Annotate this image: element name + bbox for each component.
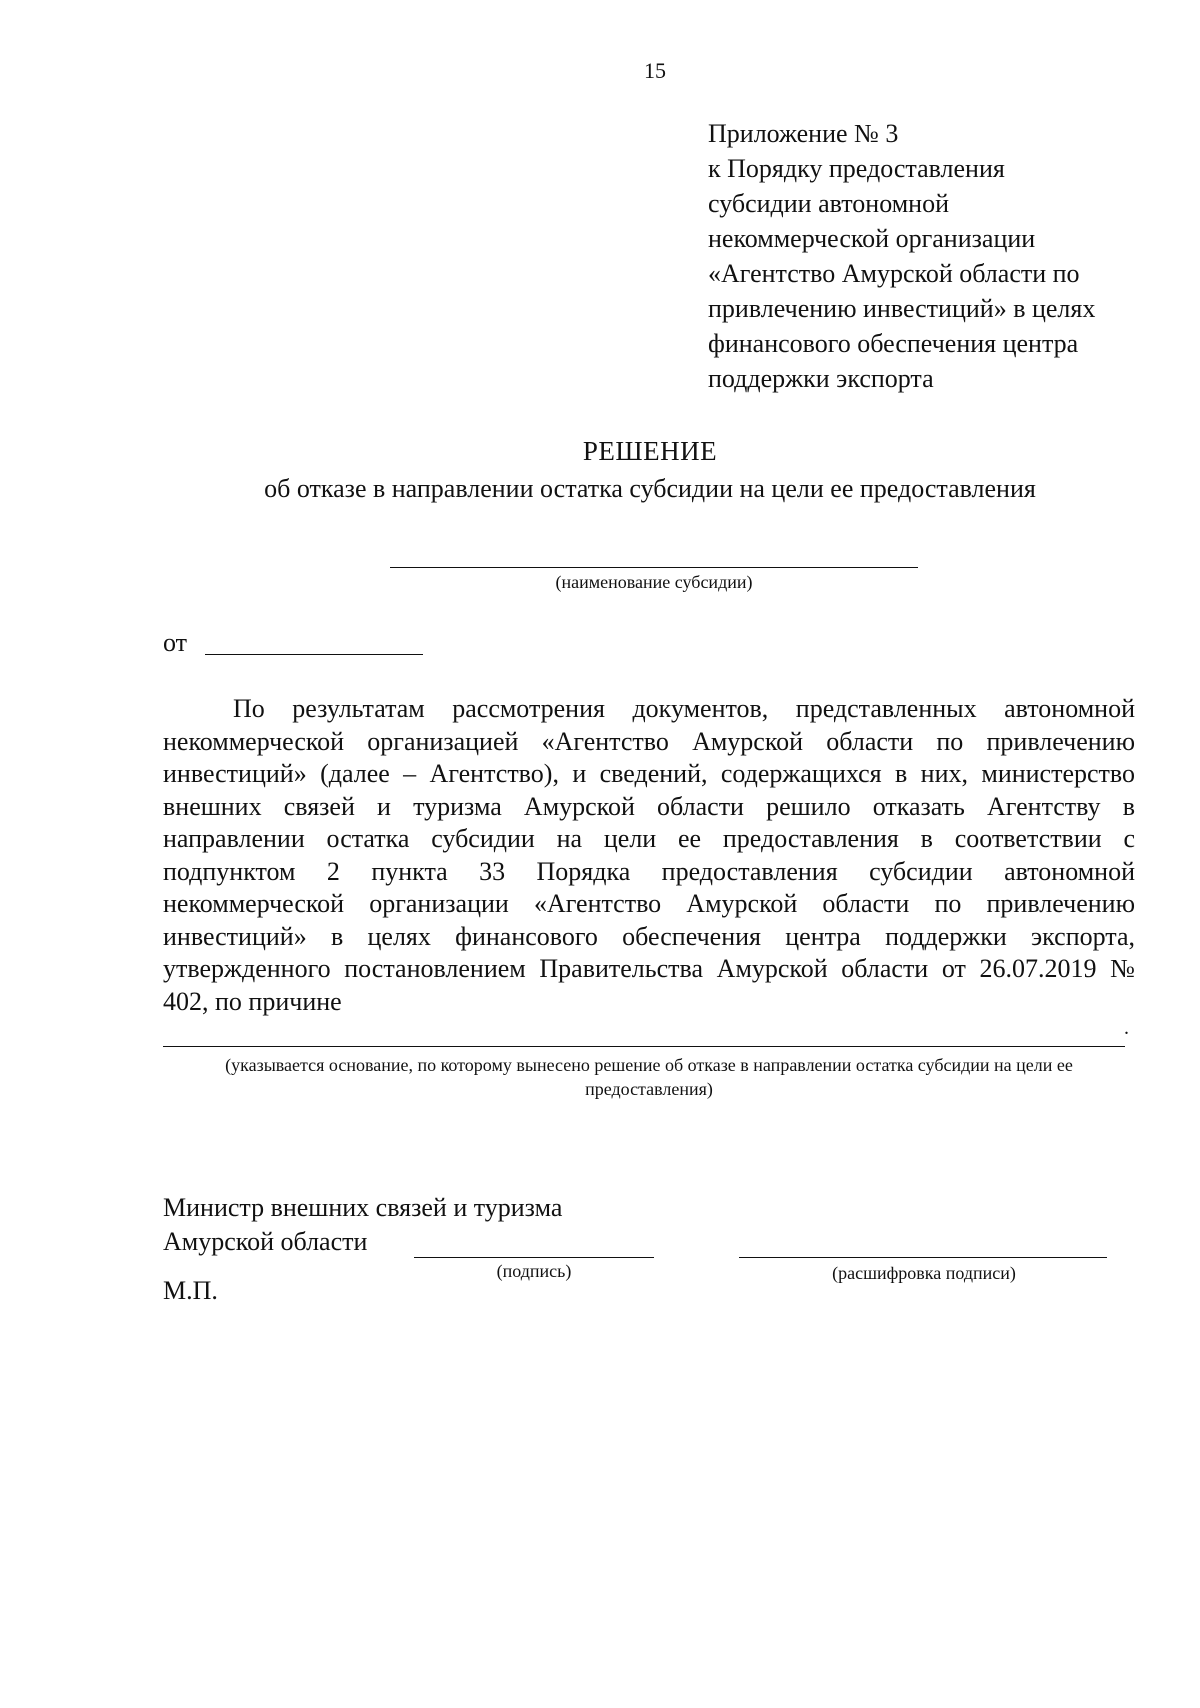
page-number: 15 [644,58,666,83]
signature-line [414,1257,654,1258]
subsidy-name-caption: (наименование субсидии) [555,572,753,592]
signature-decoding-caption: (расшифровка подписи) [832,1263,1016,1283]
reason-period: . [1124,1017,1129,1039]
signer-title-line: Амурской области [163,1227,368,1256]
appendix-header [708,116,1138,396]
date-line [205,654,423,655]
reason-caption: (указывается основание, по которому вынесено решение об отказе в направлении остатка субсидии на цели ее предоставления) [225,1055,1073,1099]
appendix-line: привлечению инвестиций» в целях [708,294,1096,323]
appendix-line: финансового обеспечения центра [708,329,1079,358]
appendix-line: к Порядку предоставления [708,154,1005,183]
reason-line [163,1046,1125,1047]
signature-decoding-line [739,1257,1107,1258]
document-title: РЕШЕНИЕ [582,436,718,466]
signer-title [163,1191,562,1259]
appendix-line: некоммерческой организации [708,224,1036,253]
stamp-place-label: М.П. [163,1276,218,1305]
appendix-line: «Агентство Амурской области по [708,259,1080,288]
document-subtitle: об отказе в направлении остатка субсидии на цели ее предоставления [264,474,1036,503]
appendix-line: Приложение № 3 [708,119,899,148]
appendix-line: субсидии автономной [708,189,949,218]
decision-body-text: По результатам рассмотрения документов, представленных автономной некоммерческой организацией «Агентство Амурской области по привлечению инвестиций» (далее – Агентство), и сведений, содержащихся в них, министерство внешних связей и туризма Амурской области решило отказать Агентству в направлении остатка субсидии на цели ее предоставления в соответствии с подпунктом 2 пункта 33 Порядка предоставления субсидии автономной некоммерческой организации «Агентство Амурской области по привлечению инвестиций» в целях финансового обеспечения центра поддержки экспорта, утвержденного постановлением Правительства Амурской области от 26.07.2019 № 402, по причине [163,694,1135,1016]
signer-title-line: Министр внешних связей и туризма [163,1193,563,1222]
signature-caption: (подпись) [496,1261,572,1281]
from-label: от [163,628,188,657]
subsidy-name-line [390,567,918,568]
appendix-line: поддержки экспорта [708,364,934,393]
